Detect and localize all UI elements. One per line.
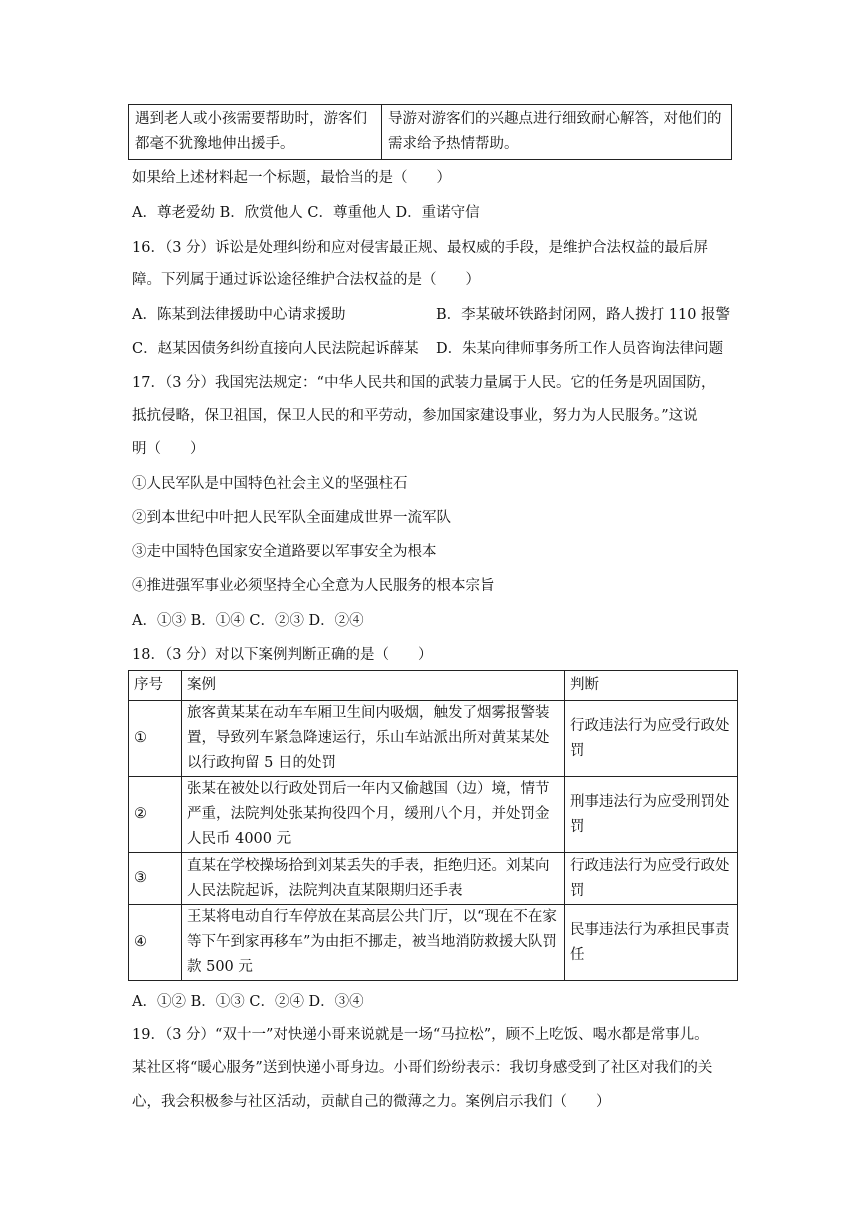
table-row	[129, 105, 732, 160]
q16-option-c: C．赵某因债务纠纷直接向人民法院起诉薛某	[132, 341, 419, 357]
material-cell-right: 导游对游客们的兴趣点进行细致耐心解答，对他们的需求给予热情帮助。	[382, 105, 732, 160]
q17-item2: ②到本世纪中叶把人民军队全面建成世界一流军队	[132, 510, 451, 526]
q17-item1: ①人民军队是中国特色社会主义的坚强柱石	[132, 476, 408, 492]
material-cell-left: 遇到老人或小孩需要帮助时，游客们都毫不犹豫地伸出援手。	[129, 105, 382, 160]
q15-options: A．尊老爱幼 B．欣赏他人 C．尊重他人 D．重诺守信	[132, 205, 480, 221]
row-number: ④	[129, 905, 182, 981]
q16-option-b: B．李某破坏铁路封闭网，路人拨打 110 报警	[436, 307, 731, 323]
material-table	[128, 104, 732, 160]
case-text: 旅客黄某某在动车车厢卫生间内吸烟，触发了烟雾报警装置，导致列车紧急降速运行，乐山车站派出所对黄某某处以行政拘留 5 日的处罚	[182, 701, 565, 777]
q18-options: A．①② B．①③ C．②④ D．③④	[132, 994, 364, 1010]
table-header-row	[129, 671, 738, 701]
q17-line3: 明（ ）	[132, 441, 205, 457]
header-judgment: 判断	[565, 671, 738, 701]
judgment-text: 民事违法行为承担民事责任	[565, 905, 738, 981]
q19-line2: 某社区将“暖心服务”送到快递小哥身边。小哥们纷纷表示：我切身感受到了社区对我们的关	[132, 1060, 713, 1076]
row-number: ②	[129, 777, 182, 853]
header-case: 案例	[182, 671, 565, 701]
q16-option-d: D．朱某向律师事务所工作人员咨询法律问题	[436, 341, 724, 357]
case-table	[128, 670, 738, 981]
q16-line1: 16．（3 分）诉讼是处理纠纷和应对侵害最正规、最权威的手段，是维护合法权益的最后屏	[132, 240, 709, 256]
row-number: ③	[129, 853, 182, 905]
judgment-text: 行政违法行为应受行政处罚	[565, 701, 738, 777]
q19-line1: 19．（3 分）“双十一”对快递小哥来说就是一场“马拉松”，顾不上吃饭、喝水都是常事儿。	[132, 1027, 709, 1043]
q15-stem: 如果给上述材料起一个标题，最恰当的是（ ）	[132, 170, 451, 186]
case-text: 王某将电动自行车停放在某高层公共门厅，以“现在不在家等下午到家再移车”为由拒不挪走，被当地消防救援大队罚款 500 元	[182, 905, 565, 981]
row-number: ①	[129, 701, 182, 777]
q16-option-a: A．陈某到法律援助中心请求援助	[132, 307, 346, 323]
case-text: 直某在学校操场拾到刘某丢失的手表，拒绝归还。刘某向人民法院起诉，法院判决直某限期归还手表	[182, 853, 565, 905]
case-text: 张某在被处以行政处罚后一年内又偷越国（边）境，情节严重，法院判处张某拘役四个月，缓刑八个月，并处罚金人民币 4000 元	[182, 777, 565, 853]
q17-line2: 抵抗侵略，保卫祖国，保卫人民的和平劳动，参加国家建设事业，努力为人民服务。”这说	[132, 408, 698, 424]
q16-line2: 障。下列属于通过诉讼途径维护合法权益的是（ ）	[132, 272, 480, 288]
table-row	[129, 853, 738, 905]
q19-line3: 心，我会积极参与社区活动，贡献自己的微薄之力。案例启示我们（ ）	[132, 1094, 611, 1110]
header-number: 序号	[129, 671, 182, 701]
table-row	[129, 701, 738, 777]
q17-item4: ④推进强军事业必须坚持全心全意为人民服务的根本宗旨	[132, 578, 495, 594]
judgment-text: 刑事违法行为应受刑罚处罚	[565, 777, 738, 853]
q17-item3: ③走中国特色国家安全道路要以军事安全为根本	[132, 544, 437, 560]
q18-stem: 18．（3 分）对以下案例判断正确的是（ ）	[132, 647, 433, 663]
table-row	[129, 905, 738, 981]
judgment-text: 行政违法行为应受行政处罚	[565, 853, 738, 905]
q17-options: A．①③ B．①④ C．②③ D．②④	[132, 613, 364, 629]
q17-line1: 17．（3 分）我国宪法规定：“中华人民共和国的武装力量属于人民。它的任务是巩固国防，	[132, 375, 716, 391]
table-row	[129, 777, 738, 853]
